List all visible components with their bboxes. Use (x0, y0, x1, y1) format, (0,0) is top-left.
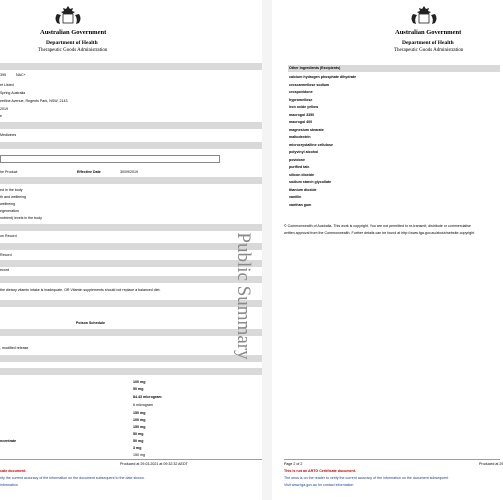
excipient-item: xanthan gum (289, 202, 312, 207)
copyright-line-1: © Commonwealth of Australia. This work is copyright. You are not permitted to re-transmit, distribute or commercialise (284, 224, 471, 228)
coat-of-arms-icon (53, 4, 83, 26)
ingredient-quantity: 50 mg (133, 432, 144, 436)
section-bar (0, 329, 262, 336)
ingredient-quantity: 50 mg (133, 439, 144, 443)
listing-type: et Listed (0, 83, 14, 87)
section-bar (0, 224, 262, 231)
start-year: 2019 (0, 107, 8, 111)
footer-note-1: The onus is on the reader to verify the current accuracy of the information on the document subsequent (284, 476, 449, 480)
page-number: Page 2 of 2 (284, 462, 303, 466)
excipient-item: purified talc (289, 165, 310, 169)
product-box (0, 155, 220, 163)
sponsor-name: Spring Australia (0, 91, 26, 95)
warning-statement: the dietary vitamin intake is inadequate. OR Vitamin supplements should not replace a balanced diet. (0, 288, 161, 292)
excipient-item: silicon dioxide (289, 172, 314, 177)
excipient-item: povidone (289, 157, 305, 162)
section-bar (0, 276, 262, 283)
status-letter: e (0, 114, 2, 118)
record-label-3: ecord (0, 268, 9, 272)
artg-id: 395 (0, 73, 6, 77)
copyright-line-2: written approval from the Commonwealth. Further details can be found at http://www.tga.gov.au/about/website-copyright (284, 231, 475, 235)
agency-name: Therapeutic Goods Administration (38, 48, 108, 53)
artg-disclaimer: cate document. (0, 469, 27, 473)
footer-note-2: information (0, 483, 18, 487)
poison-schedule-label: Poison Schedule (76, 321, 105, 325)
excipient-item: microcrystalline cellulose (289, 142, 333, 147)
coat-of-arms-icon (409, 4, 439, 26)
public-summary-watermark (228, 200, 254, 370)
section-bar (0, 355, 262, 362)
footer-rule (284, 459, 500, 460)
produced-timestamp: Produced at 29 (479, 462, 503, 466)
section-bar (0, 243, 262, 250)
excipient-item: macrogol 400 (289, 120, 313, 124)
concentrate-label: ncentrate (0, 439, 17, 443)
footer-note-2: Visit www.tga.gov.au for contact information (284, 483, 354, 487)
excipient-item: maltodextrin (289, 135, 311, 139)
indication-5: nutrient) levels in the body (0, 216, 42, 220)
excipient-item: croscarmellose sodium (289, 82, 330, 87)
ingredient-quantity: 50 mg (133, 387, 144, 391)
produced-timestamp: Produced at 29.03.2021 at 09:32:32 AEDT (120, 462, 188, 466)
excipient-item: sodium starch glycollate (289, 180, 332, 184)
record-label-1: on Record (0, 234, 17, 238)
indication-4: egeneration (0, 209, 19, 213)
footer-rule (0, 459, 262, 460)
agency-name: Therapeutic Goods Administration (394, 48, 464, 53)
ingredient-quantity: 100 mg (133, 418, 146, 422)
footer-note-1: rify the current accuracy of the information on the document subsequent to the date shown. (0, 476, 145, 480)
section-bar (0, 142, 262, 149)
artg-disclaimer: This is not an ARTG Certificate document. (284, 469, 356, 473)
ingredient-quantity: 150 mg (133, 411, 146, 415)
department-name: Department of Health (402, 40, 454, 46)
excipient-item: polyvinyl alcohol (289, 150, 319, 154)
section-bar (0, 300, 262, 307)
excipient-item: magnesium stearate (289, 127, 324, 132)
department-name: Department of Health (46, 40, 98, 46)
effective-date-label: Effective Date (77, 170, 101, 174)
section-bar (0, 260, 262, 267)
ingredient-quantity: 100 mg (133, 380, 146, 384)
section-bar (0, 177, 262, 184)
summary-page-2 (272, 0, 503, 500)
product-label: he Product (0, 170, 18, 174)
product-code: NAC+ (16, 73, 26, 77)
ingredient-quantity: 84.43 microgram (133, 395, 162, 399)
watermark-text: Public Summary (233, 232, 254, 360)
medicine-type: Medicines (0, 133, 17, 137)
excipient-item: vanillin (289, 195, 302, 199)
excipient-item: macrogol 3350 (289, 112, 315, 117)
record-label-2: Record (0, 253, 12, 257)
ingredient-quantity: 150 mg (133, 453, 145, 457)
dosage-form: , modified release (0, 346, 29, 350)
indication-2: th and wellbeing (0, 195, 26, 199)
ingredient-quantity: 3 mg (133, 446, 142, 450)
section-bar (0, 122, 262, 129)
excipient-item: titanium dioxide (289, 187, 317, 192)
sponsor-address: eetline Avenue, Regents Park, NSW, 2143 (0, 99, 68, 103)
gov-title: Australian Government (395, 29, 462, 36)
gov-title: Australian Government (40, 29, 107, 36)
page-gutter (262, 0, 272, 500)
effective-date-value: 30/09/2019 (120, 170, 138, 174)
excipient-item: crospovidone (289, 90, 313, 94)
ingredient-quantity: 150 mg (133, 425, 146, 429)
indication-3: wellbeing (0, 202, 15, 206)
excipient-item: hypromellose (289, 97, 313, 102)
ingredient-quantity: 6 microgram (133, 403, 153, 407)
section-bar (0, 63, 262, 70)
excipients-heading: Other Ingredients (Excipients) (289, 66, 341, 70)
indication-1: ed in the body (0, 188, 23, 192)
excipient-item: iron oxide yellow (289, 105, 319, 109)
section-bar (0, 368, 262, 375)
excipient-item: calcium hydrogen phosphate dihydrate (289, 75, 357, 79)
